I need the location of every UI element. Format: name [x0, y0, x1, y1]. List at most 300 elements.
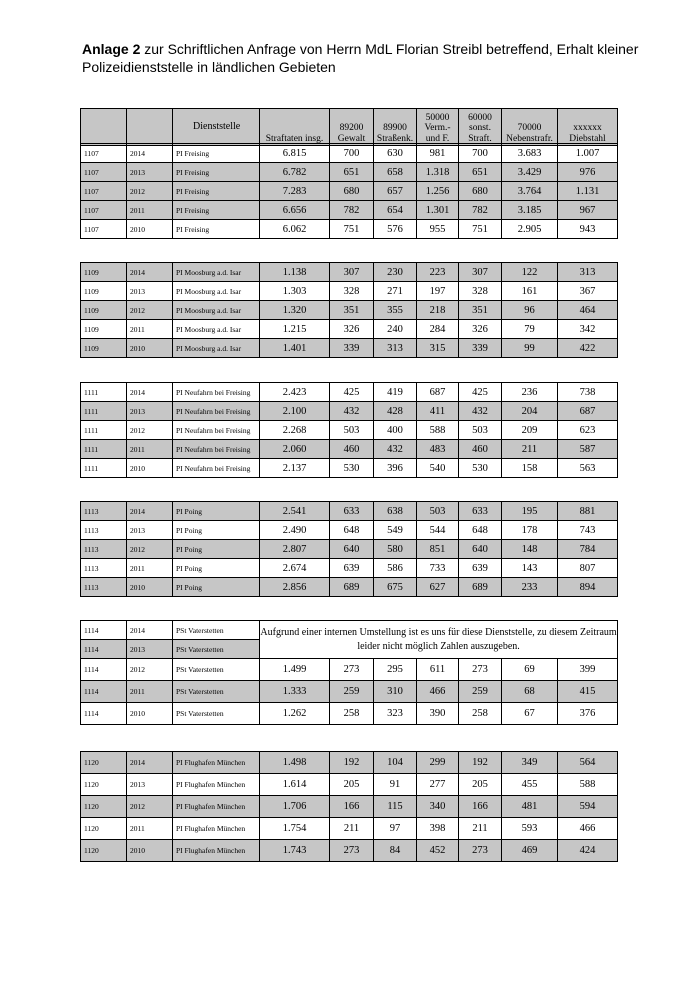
- table-row: [81, 774, 618, 796]
- cell-nr: 1120: [81, 818, 127, 840]
- cell-nebenstrafr: 3.429: [502, 163, 558, 182]
- cell-nr: 1114: [81, 621, 127, 640]
- cell-sonst: 166: [459, 796, 502, 818]
- cell-verm: 540: [417, 459, 459, 478]
- cell-gewalt: 326: [330, 320, 374, 339]
- cell-nr: 1120: [81, 752, 127, 774]
- cell-diebstahl: 313: [558, 263, 618, 282]
- cell-station: PSt Vaterstetten: [173, 681, 260, 703]
- cell-nebenstrafr: 178: [502, 521, 558, 540]
- cell-verm: 544: [417, 521, 459, 540]
- cell-year: 2010: [127, 703, 173, 725]
- table-row: [81, 818, 618, 840]
- table-row: [81, 301, 618, 320]
- cell-station: PI Moosburg a.d. Isar: [173, 320, 260, 339]
- cell-nebenstrafr: 2.905: [502, 220, 558, 239]
- header-89900: 89900 Straßenk.: [374, 109, 417, 146]
- cell-station: PI Flughafen München: [173, 840, 260, 862]
- table-row: [81, 459, 618, 478]
- cell-station: PI Moosburg a.d. Isar: [173, 301, 260, 320]
- cell-nebenstrafr: 195: [502, 502, 558, 521]
- header-xxxxxx: xxxxxx Diebstahl: [558, 109, 618, 146]
- cell-sonst: 351: [459, 301, 502, 320]
- cell-verm: 483: [417, 440, 459, 459]
- cell-strassenk: 295: [374, 659, 417, 681]
- cell-diebstahl: 943: [558, 220, 618, 239]
- cell-strassenk: 630: [374, 144, 417, 163]
- cell-nebenstrafr: 593: [502, 818, 558, 840]
- cell-gewalt: 273: [330, 840, 374, 862]
- cell-gewalt: 680: [330, 182, 374, 201]
- cell-nr: 1114: [81, 703, 127, 725]
- cell-strassenk: 428: [374, 402, 417, 421]
- header-straftaten: Straftaten insg.: [260, 109, 330, 146]
- table-row: [81, 182, 618, 201]
- cell-year: 2014: [127, 144, 173, 163]
- cell-station: PI Moosburg a.d. Isar: [173, 263, 260, 282]
- table-row: [81, 263, 618, 282]
- cell-year: 2014: [127, 752, 173, 774]
- header-50000: 50000 Verm.- und F.: [417, 109, 459, 146]
- cell-gewalt: 259: [330, 681, 374, 703]
- cell-year: 2014: [127, 263, 173, 282]
- cell-strassenk: 396: [374, 459, 417, 478]
- cell-station: PI Neufahrn bei Freising: [173, 459, 260, 478]
- station-table: [80, 143, 618, 239]
- cell-year: 2011: [127, 681, 173, 703]
- cell-nebenstrafr: 67: [502, 703, 558, 725]
- cell-straftaten: 2.807: [260, 540, 330, 559]
- table-row: [81, 282, 618, 301]
- cell-nr: 1111: [81, 402, 127, 421]
- cell-verm: 1.318: [417, 163, 459, 182]
- cell-verm: 851: [417, 540, 459, 559]
- cell-diebstahl: 342: [558, 320, 618, 339]
- cell-gewalt: 273: [330, 659, 374, 681]
- cell-verm: 733: [417, 559, 459, 578]
- cell-nebenstrafr: 3.185: [502, 201, 558, 220]
- cell-nr: 1114: [81, 640, 127, 659]
- cell-straftaten: 6.815: [260, 144, 330, 163]
- cell-station: PSt Vaterstetten: [173, 621, 260, 640]
- cell-strassenk: 580: [374, 540, 417, 559]
- cell-verm: 277: [417, 774, 459, 796]
- cell-strassenk: 271: [374, 282, 417, 301]
- cell-gewalt: 503: [330, 421, 374, 440]
- cell-station: PI Neufahrn bei Freising: [173, 402, 260, 421]
- cell-nebenstrafr: 481: [502, 796, 558, 818]
- cell-gewalt: 639: [330, 559, 374, 578]
- cell-station: PI Moosburg a.d. Isar: [173, 282, 260, 301]
- cell-diebstahl: 587: [558, 440, 618, 459]
- cell-verm: 411: [417, 402, 459, 421]
- cell-verm: 687: [417, 383, 459, 402]
- cell-diebstahl: 415: [558, 681, 618, 703]
- cell-year: 2011: [127, 320, 173, 339]
- cell-year: 2011: [127, 559, 173, 578]
- cell-straftaten: 7.283: [260, 182, 330, 201]
- cell-sonst: 640: [459, 540, 502, 559]
- cell-year: 2011: [127, 440, 173, 459]
- cell-diebstahl: 594: [558, 796, 618, 818]
- cell-nr: 1113: [81, 502, 127, 521]
- cell-verm: 340: [417, 796, 459, 818]
- cell-nebenstrafr: 69: [502, 659, 558, 681]
- cell-nebenstrafr: 161: [502, 282, 558, 301]
- cell-strassenk: 230: [374, 263, 417, 282]
- cell-nr: 1107: [81, 144, 127, 163]
- cell-year: 2012: [127, 421, 173, 440]
- cell-year: 2010: [127, 459, 173, 478]
- table-row: [81, 339, 618, 358]
- cell-sonst: 639: [459, 559, 502, 578]
- cell-verm: 452: [417, 840, 459, 862]
- cell-nebenstrafr: 79: [502, 320, 558, 339]
- cell-diebstahl: 464: [558, 301, 618, 320]
- cell-verm: 218: [417, 301, 459, 320]
- cell-gewalt: 633: [330, 502, 374, 521]
- cell-nr: 1107: [81, 163, 127, 182]
- cell-straftaten: 2.060: [260, 440, 330, 459]
- cell-sonst: 503: [459, 421, 502, 440]
- header-blank-2: [127, 109, 173, 146]
- cell-gewalt: 211: [330, 818, 374, 840]
- cell-nr: 1120: [81, 796, 127, 818]
- cell-verm: 981: [417, 144, 459, 163]
- cell-sonst: 651: [459, 163, 502, 182]
- cell-straftaten: 1.138: [260, 263, 330, 282]
- cell-verm: 611: [417, 659, 459, 681]
- cell-gewalt: 192: [330, 752, 374, 774]
- cell-diebstahl: 894: [558, 578, 618, 597]
- header-70000: 70000 Nebenstrafr.: [502, 109, 558, 146]
- table-row: [81, 621, 618, 640]
- cell-station: PI Freising: [173, 182, 260, 201]
- cell-verm: 503: [417, 502, 459, 521]
- table-row: [81, 163, 618, 182]
- cell-straftaten: 1.614: [260, 774, 330, 796]
- cell-straftaten: 1.333: [260, 681, 330, 703]
- cell-diebstahl: 784: [558, 540, 618, 559]
- cell-station: PI Flughafen München: [173, 774, 260, 796]
- cell-strassenk: 658: [374, 163, 417, 182]
- cell-nr: 1114: [81, 659, 127, 681]
- cell-diebstahl: 743: [558, 521, 618, 540]
- cell-straftaten: 1.262: [260, 703, 330, 725]
- cell-year: 2013: [127, 402, 173, 421]
- cell-nr: 1120: [81, 774, 127, 796]
- cell-diebstahl: 881: [558, 502, 618, 521]
- cell-sonst: 633: [459, 502, 502, 521]
- cell-strassenk: 432: [374, 440, 417, 459]
- cell-strassenk: 97: [374, 818, 417, 840]
- cell-gewalt: 751: [330, 220, 374, 239]
- cell-nr: 1107: [81, 220, 127, 239]
- cell-nr: 1113: [81, 540, 127, 559]
- cell-verm: 627: [417, 578, 459, 597]
- cell-nebenstrafr: 96: [502, 301, 558, 320]
- cell-sonst: 211: [459, 818, 502, 840]
- cell-strassenk: 400: [374, 421, 417, 440]
- cell-diebstahl: 424: [558, 840, 618, 862]
- cell-year: 2012: [127, 182, 173, 201]
- cell-gewalt: 530: [330, 459, 374, 478]
- cell-diebstahl: 738: [558, 383, 618, 402]
- cell-verm: 588: [417, 421, 459, 440]
- cell-straftaten: 2.674: [260, 559, 330, 578]
- cell-nr: 1109: [81, 320, 127, 339]
- table-row: [81, 796, 618, 818]
- cell-nebenstrafr: 3.683: [502, 144, 558, 163]
- unavailable-note: [260, 621, 618, 659]
- cell-year: 2012: [127, 301, 173, 320]
- cell-straftaten: 1.215: [260, 320, 330, 339]
- cell-straftaten: 2.423: [260, 383, 330, 402]
- cell-straftaten: 2.100: [260, 402, 330, 421]
- cell-year: 2010: [127, 220, 173, 239]
- cell-straftaten: 1.498: [260, 752, 330, 774]
- cell-year: 2013: [127, 163, 173, 182]
- cell-strassenk: 313: [374, 339, 417, 358]
- cell-gewalt: 640: [330, 540, 374, 559]
- header-blank-1: [81, 109, 127, 146]
- cell-diebstahl: 466: [558, 818, 618, 840]
- cell-station: PI Flughafen München: [173, 752, 260, 774]
- cell-year: 2014: [127, 383, 173, 402]
- cell-nebenstrafr: 204: [502, 402, 558, 421]
- cell-station: PI Flughafen München: [173, 818, 260, 840]
- cell-station: PI Freising: [173, 201, 260, 220]
- cell-sonst: 680: [459, 182, 502, 201]
- cell-diebstahl: 367: [558, 282, 618, 301]
- cell-straftaten: 1.743: [260, 840, 330, 862]
- table-row: [81, 578, 618, 597]
- table-row: [81, 144, 618, 163]
- heading-bold: Anlage 2: [82, 41, 141, 57]
- cell-nr: 1111: [81, 421, 127, 440]
- cell-sonst: 751: [459, 220, 502, 239]
- cell-nr: 1120: [81, 840, 127, 862]
- station-table: [80, 620, 618, 725]
- cell-gewalt: 432: [330, 402, 374, 421]
- cell-station: PI Freising: [173, 163, 260, 182]
- cell-verm: 1.301: [417, 201, 459, 220]
- cell-year: 2010: [127, 578, 173, 597]
- cell-nebenstrafr: 233: [502, 578, 558, 597]
- cell-station: PI Neufahrn bei Freising: [173, 421, 260, 440]
- cell-gewalt: 258: [330, 703, 374, 725]
- cell-straftaten: 1.303: [260, 282, 330, 301]
- cell-verm: 466: [417, 681, 459, 703]
- note-line-2: leider nicht möglich Zahlen auszugeben.: [357, 640, 520, 652]
- cell-nr: 1113: [81, 559, 127, 578]
- station-table: [80, 751, 618, 862]
- cell-strassenk: 240: [374, 320, 417, 339]
- cell-nebenstrafr: 469: [502, 840, 558, 862]
- cell-year: 2012: [127, 796, 173, 818]
- cell-station: PSt Vaterstetten: [173, 640, 260, 659]
- table-row: [81, 840, 618, 862]
- cell-diebstahl: 422: [558, 339, 618, 358]
- cell-year: 2014: [127, 502, 173, 521]
- cell-sonst: 648: [459, 521, 502, 540]
- cell-nr: 1109: [81, 263, 127, 282]
- cell-nebenstrafr: 148: [502, 540, 558, 559]
- station-table: [80, 382, 618, 478]
- note-line-1: Aufgrund einer internen Umstellung ist es uns für diese Dienststelle, zu diesem Zeitraum: [260, 626, 617, 638]
- cell-nebenstrafr: 122: [502, 263, 558, 282]
- cell-station: PI Poing: [173, 502, 260, 521]
- cell-strassenk: 91: [374, 774, 417, 796]
- cell-gewalt: 425: [330, 383, 374, 402]
- cell-sonst: 530: [459, 459, 502, 478]
- cell-gewalt: 351: [330, 301, 374, 320]
- cell-diebstahl: 399: [558, 659, 618, 681]
- cell-gewalt: 328: [330, 282, 374, 301]
- cell-year: 2011: [127, 818, 173, 840]
- cell-straftaten: 1.320: [260, 301, 330, 320]
- cell-gewalt: 700: [330, 144, 374, 163]
- cell-gewalt: 166: [330, 796, 374, 818]
- cell-sonst: 258: [459, 703, 502, 725]
- cell-gewalt: 205: [330, 774, 374, 796]
- cell-gewalt: 339: [330, 339, 374, 358]
- table-row: [81, 440, 618, 459]
- station-table: [80, 501, 618, 597]
- cell-nr: 1111: [81, 383, 127, 402]
- cell-diebstahl: 807: [558, 559, 618, 578]
- cell-diebstahl: 1.131: [558, 182, 618, 201]
- cell-gewalt: 651: [330, 163, 374, 182]
- cell-nebenstrafr: 349: [502, 752, 558, 774]
- cell-strassenk: 419: [374, 383, 417, 402]
- cell-verm: 398: [417, 818, 459, 840]
- cell-year: 2012: [127, 540, 173, 559]
- cell-diebstahl: 376: [558, 703, 618, 725]
- cell-nebenstrafr: 3.764: [502, 182, 558, 201]
- cell-straftaten: 2.490: [260, 521, 330, 540]
- column-header-table: [80, 108, 618, 146]
- cell-nr: 1107: [81, 201, 127, 220]
- cell-strassenk: 657: [374, 182, 417, 201]
- table-row: [81, 703, 618, 725]
- cell-year: 2010: [127, 840, 173, 862]
- cell-station: PI Poing: [173, 578, 260, 597]
- cell-station: PSt Vaterstetten: [173, 703, 260, 725]
- table-row: [81, 220, 618, 239]
- cell-strassenk: 115: [374, 796, 417, 818]
- cell-year: 2013: [127, 774, 173, 796]
- cell-nr: 1113: [81, 578, 127, 597]
- cell-diebstahl: 564: [558, 752, 618, 774]
- cell-nebenstrafr: 236: [502, 383, 558, 402]
- cell-sonst: 425: [459, 383, 502, 402]
- cell-verm: 1.256: [417, 182, 459, 201]
- cell-year: 2010: [127, 339, 173, 358]
- cell-diebstahl: 563: [558, 459, 618, 478]
- cell-straftaten: 1.706: [260, 796, 330, 818]
- table-row: [81, 540, 618, 559]
- cell-straftaten: 6.782: [260, 163, 330, 182]
- cell-gewalt: 460: [330, 440, 374, 459]
- cell-year: 2013: [127, 521, 173, 540]
- header-dienststelle: Dienststelle: [173, 109, 260, 146]
- cell-gewalt: 689: [330, 578, 374, 597]
- cell-year: 2011: [127, 201, 173, 220]
- cell-station: PI Neufahrn bei Freising: [173, 383, 260, 402]
- cell-year: 2013: [127, 282, 173, 301]
- cell-nebenstrafr: 455: [502, 774, 558, 796]
- cell-sonst: 328: [459, 282, 502, 301]
- cell-sonst: 307: [459, 263, 502, 282]
- cell-straftaten: 1.401: [260, 339, 330, 358]
- table-row: [81, 659, 618, 681]
- document-heading: [82, 40, 642, 76]
- cell-verm: 223: [417, 263, 459, 282]
- cell-nr: 1111: [81, 440, 127, 459]
- cell-verm: 390: [417, 703, 459, 725]
- cell-verm: 284: [417, 320, 459, 339]
- cell-sonst: 689: [459, 578, 502, 597]
- cell-strassenk: 323: [374, 703, 417, 725]
- cell-nr: 1111: [81, 459, 127, 478]
- cell-sonst: 339: [459, 339, 502, 358]
- heading-text: zur Schriftlichen Anfrage von Herrn MdL Florian Streibl betreffend, Erhalt kleiner Polizeidienststelle in ländlichen Gebieten: [82, 41, 639, 75]
- cell-sonst: 192: [459, 752, 502, 774]
- cell-station: PI Freising: [173, 144, 260, 163]
- cell-nr: 1109: [81, 282, 127, 301]
- cell-diebstahl: 967: [558, 201, 618, 220]
- cell-straftaten: 2.541: [260, 502, 330, 521]
- cell-strassenk: 104: [374, 752, 417, 774]
- cell-straftaten: 2.137: [260, 459, 330, 478]
- table-row: [81, 320, 618, 339]
- table-row: [81, 383, 618, 402]
- cell-strassenk: 638: [374, 502, 417, 521]
- cell-station: PI Moosburg a.d. Isar: [173, 339, 260, 358]
- header-60000: 60000 sonst. Straft.: [459, 109, 502, 146]
- cell-straftaten: 1.499: [260, 659, 330, 681]
- cell-verm: 315: [417, 339, 459, 358]
- cell-nr: 1109: [81, 339, 127, 358]
- cell-straftaten: 6.062: [260, 220, 330, 239]
- cell-year: 2014: [127, 621, 173, 640]
- cell-straftaten: 2.268: [260, 421, 330, 440]
- cell-nebenstrafr: 211: [502, 440, 558, 459]
- cell-sonst: 782: [459, 201, 502, 220]
- cell-sonst: 460: [459, 440, 502, 459]
- cell-nr: 1114: [81, 681, 127, 703]
- cell-sonst: 259: [459, 681, 502, 703]
- cell-year: 2013: [127, 640, 173, 659]
- cell-nebenstrafr: 143: [502, 559, 558, 578]
- column-header-row: [81, 109, 618, 146]
- cell-gewalt: 648: [330, 521, 374, 540]
- table-row: [81, 521, 618, 540]
- station-table: [80, 262, 618, 358]
- table-row: [81, 421, 618, 440]
- table-row: [81, 402, 618, 421]
- cell-straftaten: 2.856: [260, 578, 330, 597]
- cell-nr: 1109: [81, 301, 127, 320]
- cell-strassenk: 84: [374, 840, 417, 862]
- cell-nebenstrafr: 99: [502, 339, 558, 358]
- cell-station: PI Poing: [173, 559, 260, 578]
- cell-station: PI Flughafen München: [173, 796, 260, 818]
- cell-nebenstrafr: 68: [502, 681, 558, 703]
- cell-verm: 197: [417, 282, 459, 301]
- cell-diebstahl: 588: [558, 774, 618, 796]
